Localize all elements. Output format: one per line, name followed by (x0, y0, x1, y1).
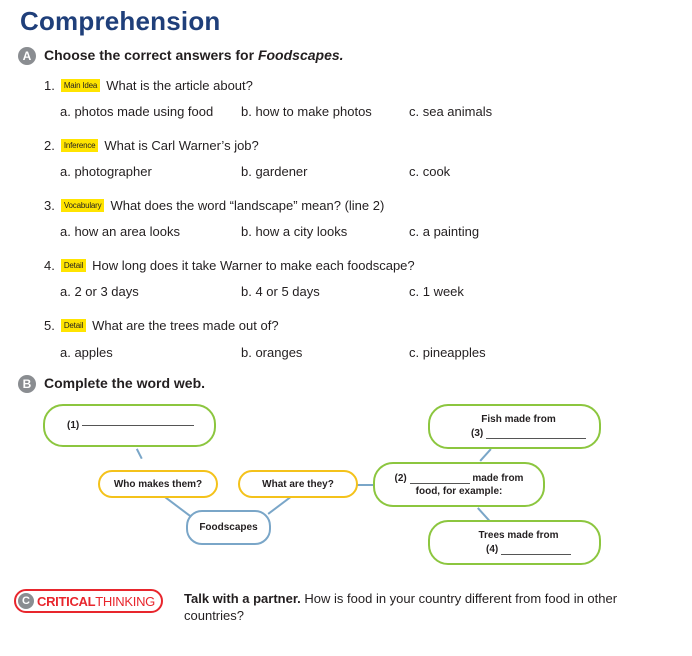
question-1 (44, 78, 253, 93)
question-number: 5. (44, 318, 55, 333)
question-number: 1. (44, 78, 55, 93)
section-a-heading (44, 47, 344, 63)
web-node-fish (428, 404, 601, 449)
critical-thinking-badge (14, 589, 163, 613)
web-connector (136, 448, 142, 458)
blank-1-label: (1) (67, 420, 80, 431)
web-node-trees (428, 520, 601, 565)
answer-option-5-a[interactable]: a. apples (60, 345, 113, 360)
question-text: What is the article about? (106, 78, 253, 93)
answer-option-1-c[interactable]: c. sea animals (409, 104, 493, 119)
blank-2-line[interactable] (410, 483, 470, 484)
talk-lead: Talk with a partner. (184, 591, 301, 606)
question-number: 4. (44, 258, 55, 273)
answer-option-4-b[interactable]: b. 4 or 5 days (241, 284, 320, 299)
web-node-blank-1 (43, 404, 216, 447)
answer-option-2-a[interactable]: a. photographer (60, 164, 152, 179)
question-text: What is Carl Warner’s job? (104, 138, 259, 153)
blank-1-line[interactable] (82, 425, 194, 426)
question-text: What does the word “landscape” mean? (line 2) (110, 198, 385, 213)
web-connector (477, 507, 489, 521)
answer-option-4-c[interactable]: c. 1 week (409, 284, 464, 299)
answer-option-3-c[interactable]: c. a painting (409, 224, 480, 239)
thinking-label: THINKING (95, 593, 155, 609)
section-b-badge: B (18, 375, 36, 393)
question-type-tag: Vocabulary (61, 199, 105, 212)
answer-option-2-c[interactable]: c. cook (409, 164, 451, 179)
answer-option-3-a[interactable]: a. how an area looks (60, 224, 180, 239)
question-5 (44, 318, 279, 333)
food-example-label: food, for example: (415, 485, 503, 497)
answer-option-3-b[interactable]: b. how a city looks (241, 224, 348, 239)
question-number: 2. (44, 138, 55, 153)
discussion-prompt (184, 590, 624, 624)
question-type-tag: Main Idea (61, 79, 100, 92)
talk-text: How is food in your country different from food in other countries? (184, 591, 618, 623)
web-connector (355, 484, 375, 486)
answer-option-5-c[interactable]: c. pineapples (409, 345, 486, 360)
trees-label: Trees made from (478, 530, 559, 541)
answer-option-2-b[interactable]: b. gardener (241, 164, 308, 179)
question-3 (44, 198, 384, 213)
blank-3-label: (3) (470, 428, 484, 439)
blank-3-line[interactable] (486, 438, 586, 439)
blank-4-label: (4) (485, 544, 499, 555)
question-type-tag: Detail (61, 319, 86, 332)
fish-label: Fish made from (481, 414, 556, 425)
question-text: What are the trees made out of? (92, 318, 279, 333)
web-node-blank-2 (373, 462, 545, 507)
web-connector (479, 448, 491, 461)
section-c-badge: C (18, 593, 34, 609)
answer-option-5-b[interactable]: b. oranges (241, 345, 303, 360)
blank-4-line[interactable] (501, 554, 571, 555)
section-b-heading: Complete the word web. (44, 375, 206, 391)
blank-2-label: (2) (394, 472, 407, 484)
answer-option-4-a[interactable]: a. 2 or 3 days (60, 284, 139, 299)
question-4 (44, 258, 415, 273)
made-from-label: made from (472, 472, 524, 484)
section-a-heading-title: Foodscapes. (257, 47, 344, 63)
question-type-tag: Detail (61, 259, 86, 272)
answer-option-1-b[interactable]: b. how to make photos (241, 104, 372, 119)
question-2 (44, 138, 259, 153)
answer-option-1-a[interactable]: a. photos made using food (60, 104, 214, 119)
section-a-heading-prefix: Choose the correct answers for (44, 47, 258, 63)
critical-label: CRITICAL (37, 593, 96, 609)
web-node-center: Foodscapes (186, 510, 271, 545)
question-text: How long does it take Warner to make each foodscape? (92, 258, 415, 273)
page-title: Comprehension (20, 6, 221, 36)
section-a-badge: A (18, 47, 36, 65)
question-number: 3. (44, 198, 55, 213)
web-node-who: Who makes them? (98, 470, 218, 498)
web-node-what: What are they? (238, 470, 358, 498)
question-type-tag: Inference (61, 139, 99, 152)
